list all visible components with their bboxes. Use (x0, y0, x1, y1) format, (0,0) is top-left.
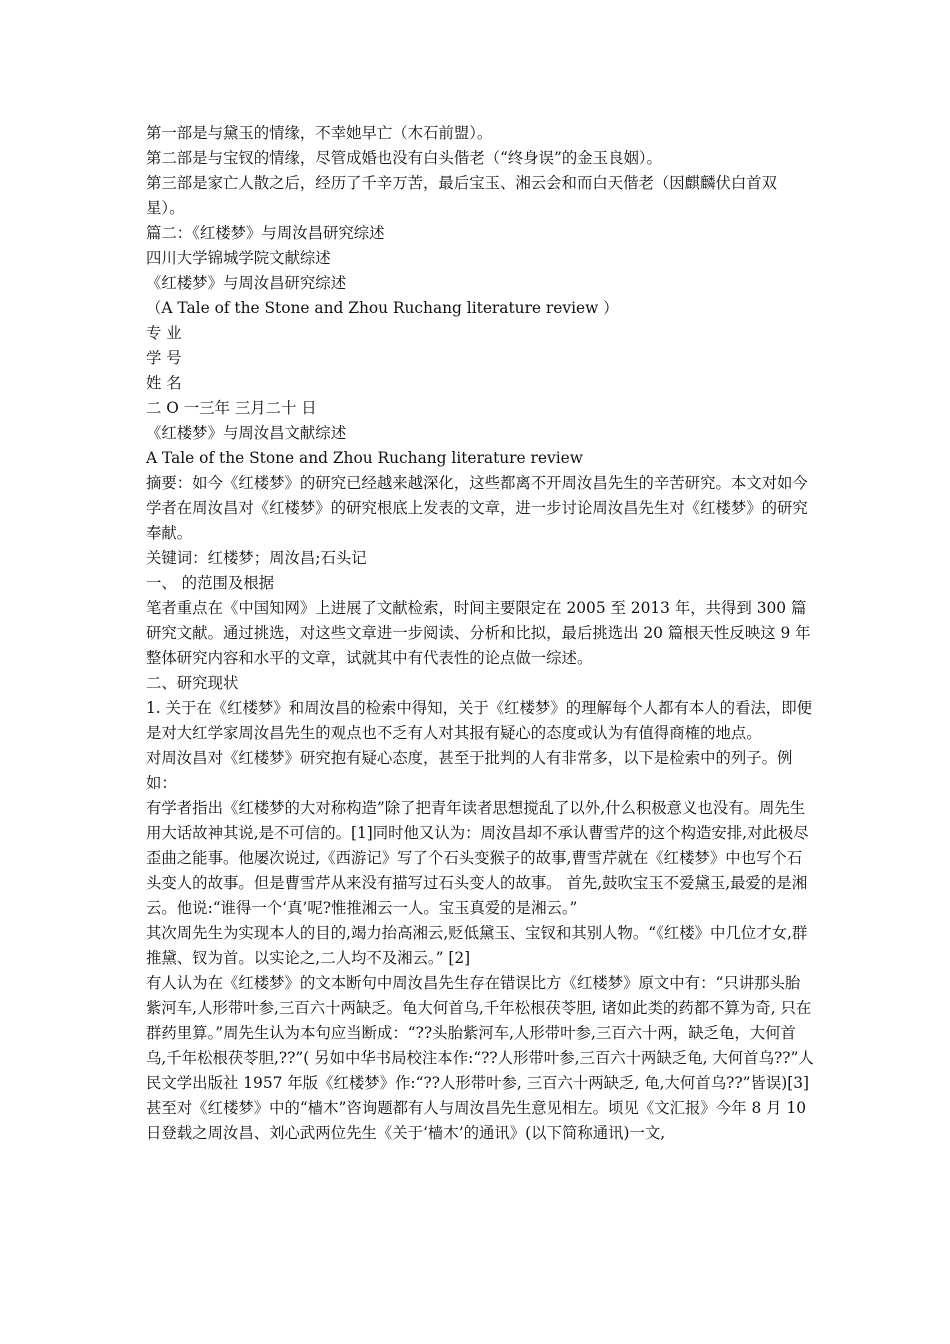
body-paragraph: 笔者重点在《中国知网》上进展了文献检索，时间主要限定在 2005 至 2013 年，共得到 300 篇研究文献。通过挑选，对这些文章进一步阅读、分析和比拟，最后挑选出 20 篇根天性反映这 9 年整体研究内容和水平的文章，试就其中有代表性的论点做一综述。 (146, 599, 811, 667)
body-paragraph: 有人认为在《红楼梦》的文本断句中周汝昌先生存在错误比方《红楼梦》原文中有：“只讲那头胎紫河车,人形带叶参,三百六十两缺乏。龟大何首乌,千年松根茯苓胆, 诸如此类的药都不算为奇, 只在群药里算。”周先生认为本句应当断成：“??头胎紫河车,人形带叶参,三百六十两，缺乏龟，大何首乌,千年松根茯苓胆,??”( 另如中华书局校注本作:“??人形带叶参,三百六十两缺乏龟, 大何首乌??”人民文学出版社 1957 年版《红楼梦》作:“??人形带叶参, 三百六十两缺乏, 龟,大何首乌??”皆误)[3] (146, 974, 814, 1092)
review-english-title: A Tale of the Stone and Zhou Ruchang literature review (146, 449, 583, 467)
body-paragraph: 1. 关于在《红楼梦》和周汝昌的检索中得知，关于《红楼梦》的理解每个人都有本人的看法，即便是对大红学家周汝昌先生的观点也不乏有人对其报有疑心的态度或认为有值得商榷的地点。 (146, 699, 812, 742)
major-label: 专 业 (146, 324, 182, 342)
english-title-line: （A Tale of the Stone and Zhou Ruchang literature review ） (146, 299, 619, 317)
body-line: 第二部是与宝钗的情缘，尽管成婚也没有白头偕老（“终身误”的金玉良姻）。 (146, 149, 662, 167)
keywords-line: 关键词：红楼梦；周汝昌;石头记 (146, 549, 367, 567)
date-line: 二 O 一三年 三月二十 日 (146, 399, 317, 417)
section-heading: 二、研究现状 (146, 674, 239, 692)
body-paragraph: 其次周先生为实现本人的目的,竭力抬高湘云,贬低黛玉、宝钗和其别人物。“《红楼》中几位才女,群推黛、钗为首。以实论之,二人均不及湘云。” [2] (146, 924, 808, 967)
body-paragraph: 对周汝昌对《红楼梦》研究抱有疑心态度，甚至于批判的人有非常多，以下是检索中的列子。例如： (146, 749, 793, 792)
body-line: 第一部是与黛玉的情缘，不幸她早亡（木石前盟）。 (146, 124, 493, 142)
name-label: 姓 名 (146, 374, 182, 392)
review-title: 《红楼梦》与周汝昌文献综述 (146, 424, 347, 442)
institution-line: 四川大学锦城学院文献综述 (146, 249, 331, 267)
section-heading: 一、 的范围及根据 (146, 574, 275, 592)
student-id-label: 学 号 (146, 349, 182, 367)
body-paragraph: 有学者指出《红楼梦的大对称构造”除了把青年读者思想搅乱了以外,什么积极意义也没有。周先生用大话故神其说,是不可信的。[1]同时他又认为：周汝昌却不承认曹雪芹的这个构造安排,对此极尽歪曲之能事。他屡次说过,《西游记》写了个石头变猴子的故事,曹雪芹就在《红楼梦》中也写个石头变人的故事。但是曹雪芹从来没有描写过石头变人的故事。 首先,鼓吹宝玉不爱黛玉,最爱的是湘云。他说:“谁得一个‘真’呢?惟推湘云一人。宝玉真爱的是湘云。” (146, 799, 809, 917)
body-paragraph: 甚至对《红楼梦》中的“樯木”咨询题都有人与周汝昌先生意见相左。顷见《文汇报》今年 8 月 10 日登载之周汝昌、刘心武两位先生《关于‘樯木’的通讯》(以下简称通讯)一文, (146, 1099, 807, 1142)
section-heading: 篇二：《红楼梦》与周汝昌研究综述 (146, 224, 385, 242)
document-page (146, 121, 814, 1146)
body-line: 第三部是家亡人散之后，经历了千辛万苦，最后宝玉、湘云会和而白天偕老（因麒麟伏白首双星）。 (146, 174, 778, 217)
abstract-paragraph: 摘要：如今《红楼梦》的研究已经越来越深化，这些都离不开周汝昌先生的辛苦研究。本文对如今学者在周汝昌对《红楼梦》的研究根底上发表的文章，进一步讨论周汝昌先生对《红楼梦》的研究奉献。 (146, 474, 808, 542)
title-line: 《红楼梦》与周汝昌研究综述 (146, 274, 347, 292)
